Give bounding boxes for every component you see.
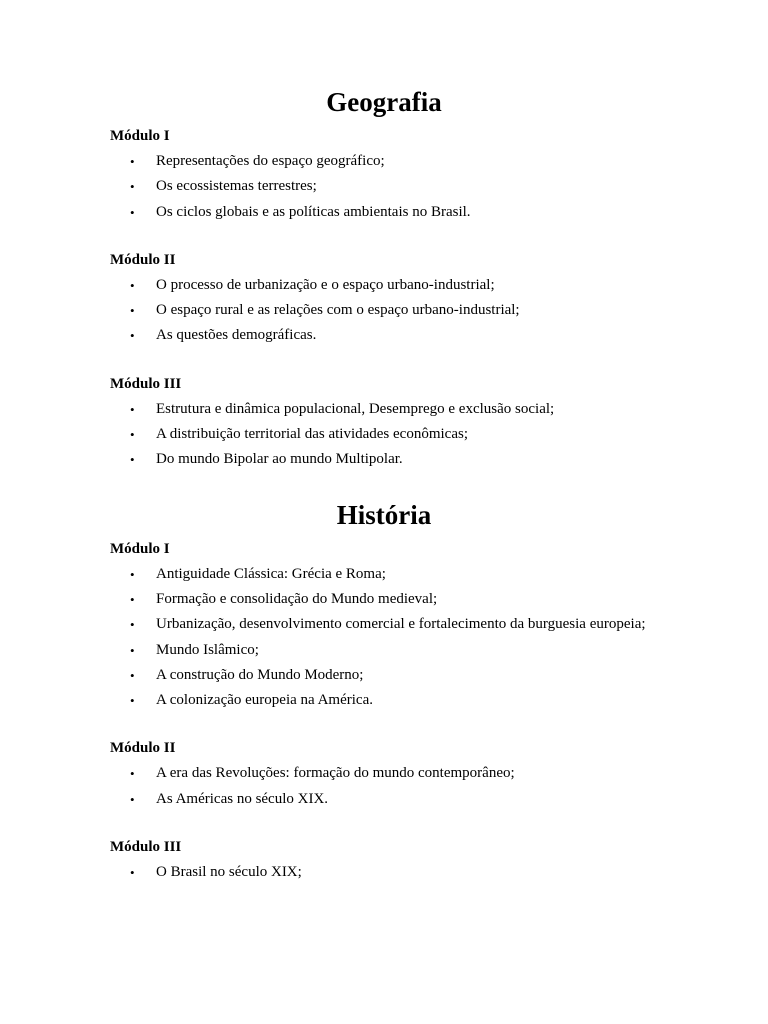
list-item — [110, 638, 658, 663]
list-item — [110, 323, 658, 348]
bullet-icon: • — [130, 427, 135, 443]
module-title: Módulo III — [110, 375, 182, 392]
module-title: Módulo III — [110, 839, 182, 856]
bullet-icon: • — [130, 154, 135, 169]
bullet-icon: • — [130, 766, 135, 782]
list-item-text: Estrutura e dinâmica populacional, Desemprego e exclusão social; — [156, 400, 555, 417]
list-item-text: Formação e consolidação do Mundo medieval; — [156, 590, 438, 607]
list-item — [110, 447, 658, 472]
topic-list — [110, 149, 658, 225]
list-item-text: Os ecossistemas terrestres; — [156, 178, 317, 195]
list-item-text: Representações do espaço geográfico; — [156, 153, 385, 169]
bullet-icon: • — [130, 303, 135, 319]
module-title: Módulo II — [110, 251, 176, 268]
list-item — [110, 149, 658, 174]
bullet-icon: • — [130, 204, 135, 220]
list-item — [110, 200, 658, 225]
topic-list — [110, 397, 658, 473]
list-item-text: A construção do Mundo Moderno; — [156, 666, 364, 683]
module-section — [110, 374, 658, 473]
list-item — [110, 422, 658, 447]
bullet-icon: • — [130, 642, 135, 658]
topic-list — [110, 761, 658, 812]
bullet-icon: • — [130, 401, 135, 417]
list-item — [110, 273, 658, 298]
list-item-text: Do mundo Bipolar ao mundo Multipolar. — [156, 451, 403, 468]
bullet-icon: • — [130, 328, 135, 344]
list-item — [110, 174, 658, 199]
module-section — [110, 738, 658, 812]
subject-historia — [110, 497, 658, 886]
list-item-text: O Brasil no século XIX; — [156, 864, 302, 881]
module-section — [110, 837, 658, 885]
list-item-text: Urbanização, desenvolvimento comercial e fortalecimento da burguesia europeia; — [156, 616, 646, 633]
list-item-text: O espaço rural e as relações com o espaço urbano-industrial; — [156, 302, 520, 319]
list-item — [110, 397, 658, 422]
module-section — [110, 126, 658, 225]
bullet-icon: • — [130, 617, 135, 633]
module-section — [110, 250, 658, 349]
list-item — [110, 562, 658, 587]
document-content — [110, 84, 658, 910]
topic-list — [110, 273, 658, 349]
subject-geografia — [110, 84, 658, 473]
list-item-text: As Américas no século XIX. — [156, 790, 329, 807]
bullet-icon: • — [130, 865, 135, 881]
bullet-icon: • — [130, 179, 135, 195]
module-title: Módulo I — [110, 540, 170, 557]
list-item — [110, 688, 658, 713]
list-item — [110, 787, 658, 812]
list-item-text: Antiguidade Clássica: Grécia e Roma; — [156, 565, 386, 582]
module-title: Módulo I — [110, 128, 170, 144]
list-item — [110, 663, 658, 688]
bullet-icon: • — [130, 277, 135, 293]
list-item-text: A colonização europeia na América. — [156, 692, 373, 709]
topic-list — [110, 860, 658, 885]
list-item — [110, 612, 658, 637]
bullet-icon: • — [130, 452, 135, 468]
list-item-text: O processo de urbanização e o espaço urbano-industrial; — [156, 276, 495, 293]
list-item — [110, 761, 658, 786]
bullet-icon: • — [130, 667, 135, 683]
list-item — [110, 587, 658, 612]
list-item-text: A era das Revoluções: formação do mundo contemporâneo; — [156, 765, 515, 782]
subject-title: História — [336, 499, 432, 530]
list-item-text: Os ciclos globais e as políticas ambientais no Brasil. — [156, 203, 471, 220]
topic-list — [110, 562, 658, 714]
module-section — [110, 539, 658, 714]
module-title: Módulo II — [110, 740, 176, 757]
list-item-text: As questões demográficas. — [156, 327, 317, 344]
bullet-icon: • — [130, 566, 135, 582]
subject-title: Geografia — [326, 87, 442, 117]
bullet-icon: • — [130, 591, 135, 607]
list-item — [110, 860, 658, 885]
list-item — [110, 298, 658, 323]
bullet-icon: • — [130, 693, 135, 709]
list-item-text: Mundo Islâmico; — [156, 641, 259, 658]
bullet-icon: • — [130, 791, 135, 807]
list-item-text: A distribuição territorial das atividades econômicas; — [156, 426, 468, 443]
